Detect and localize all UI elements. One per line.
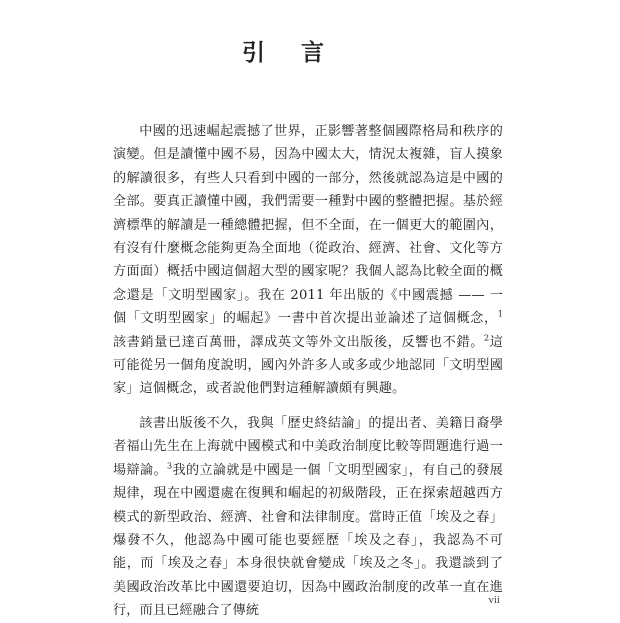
page-number: vii bbox=[488, 594, 500, 606]
paragraph bbox=[113, 412, 503, 623]
text-run: 該書出版後不久，我與「歷史終結論」的提出者、美籍日裔學者福山先生在上海就中國模式和中美政治制度比較等問題進行過一場辯論。 bbox=[113, 415, 503, 478]
paragraph bbox=[113, 120, 503, 401]
footnote-marker[interactable]: 2 bbox=[483, 333, 490, 343]
text-run: 中國的迅速崛起震撼了世界，正影響著整個國際格局和秩序的演變。但是讀懂中國不易，因為中國太大，情況太複雜，盲人摸象的解讀很多，有些人只看到中國的一部分，然後就認為這是中國的全部。要真正讀懂中國，我們需要一種對中國的整體把握。基於經濟標準的解讀是一種總體把握，但不全面，在一個更大的範圍內，有沒有什麼概念能夠更為全面地（從政治、經濟、社會、文化等方方面面）概括中國這個超大型的國家呢？我個人認為比較全面的概念還是「文明型國家」。我在 2011 年出版的《中國震撼 —— 一個「文明型國家」的崛起》一書中首次提出並論述了這個概念， bbox=[113, 124, 503, 327]
chapter-title: 引 言 bbox=[241, 39, 338, 66]
text-run: 該書銷量已達百萬冊，譯成英文等外文出版後，反響也不錯。 bbox=[113, 334, 484, 350]
text-run: 我的立論就是中國是一個「文明型國家」，有自己的發展規律，現在中國還處在復興和崛起的初級階段，正在探索超越西方模式的新型政治、經濟、社會和法律制度。當時正值「埃及之春」爆發不久，他認為中國可能也要經歷「埃及之春」，我認為不可能，而「埃及之春」本身很快就會變成「埃及之冬」。我還談到了美國政治改革比中國還要迫切，因為中國政治制度的改革一直在進行，而且已經融合了傳統 bbox=[113, 462, 503, 619]
footnote-marker[interactable]: 1 bbox=[497, 309, 503, 319]
body-text bbox=[113, 120, 503, 623]
text-run: 這可能從另一個角度說明，國內外許多人或多或少地認同「文明型國家」這個概念，或者說他們對這種解讀頗有興趣。 bbox=[113, 334, 504, 397]
footnote-marker[interactable]: 3 bbox=[166, 461, 173, 471]
